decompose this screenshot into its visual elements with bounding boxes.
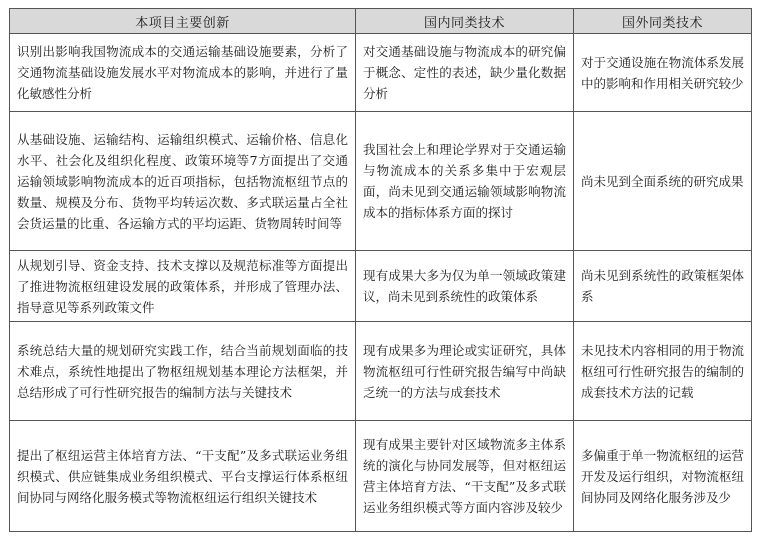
header-project-innovation: 本项目主要创新 — [10, 9, 356, 34]
cell-innovation: 识别出影响我国物流成本的交通运输基础设施要素，分析了交通物流基础设施发展水平对物流成本的影响，并进行了量化敏感性分析 — [10, 34, 356, 112]
table-row — [10, 421, 752, 532]
table-row — [10, 34, 752, 112]
table-row — [10, 322, 752, 421]
cell-innovation: 系统总结大量的规划研究实践工作，结合当前规划面临的技术难点，系统性地提出了物枢纽规划基本理论方法框架，并总结形成了可行性研究报告的编制方法与关键技术 — [10, 322, 356, 421]
header-domestic-technology: 国内同类技术 — [356, 9, 574, 34]
cell-domestic: 我国社会上和理论学界对于交通运输与物流成本的关系多集中于宏观层面，尚未见到交通运输领域影响物流成本的指标体系方面的探讨 — [356, 112, 574, 251]
innovation-comparison-table-wrapper — [9, 8, 751, 532]
cell-foreign: 对于交通设施在物流体系发展中的影响和作用相关研究较少 — [574, 34, 752, 112]
innovation-comparison-table — [9, 8, 752, 532]
header-foreign-technology: 国外同类技术 — [574, 9, 752, 34]
cell-domestic: 现有成果主要针对区域物流多主体系统的演化与协同发展等，但对枢纽运营主体培育方法、“干支配”及多式联运业务组织模式等方面内容涉及较少 — [356, 421, 574, 532]
cell-innovation: 提出了枢纽运营主体培育方法、“干支配”及多式联运业务组织模式、供应链集成业务组织模式、平台支撑运行体系枢纽间协同与网络化服务模式等物流枢纽运行组织关键技术 — [10, 421, 356, 532]
cell-foreign: 尚未见到全面系统的研究成果 — [574, 112, 752, 251]
table-header-row — [10, 9, 752, 34]
cell-foreign: 尚未见到系统性的政策框架体系 — [574, 251, 752, 322]
table-row — [10, 251, 752, 322]
cell-foreign: 未见技术内容相同的用于物流枢纽可行性研究报告的编制的成套技术方法的记载 — [574, 322, 752, 421]
table-row — [10, 112, 752, 251]
cell-innovation: 从基础设施、运输结构、运输组织模式、运输价格、信息化水平、社会化及组织化程度、政策环境等7方面提出了交通运输领域影响物流成本的近百项指标，包括物流枢纽节点的数量、规模及分布、货物平均转运次数、多式联运量占全社会货运量的比重、各运输方式的平均运距、货物周转时间等 — [10, 112, 356, 251]
cell-domestic: 现有成果大多为仅为单一领域政策建议，尚未见到系统性的政策体系 — [356, 251, 574, 322]
cell-domestic: 现有成果多为理论或实证研究，具体物流枢纽可行性研究报告编写中尚缺乏统一的方法与成套技术 — [356, 322, 574, 421]
cell-foreign: 多偏重于单一物流枢纽的运营开发及运行组织，对物流枢纽间协同及网络化服务涉及少 — [574, 421, 752, 532]
cell-domestic: 对交通基础设施与物流成本的研究偏于概念、定性的表述，缺少量化数据分析 — [356, 34, 574, 112]
cell-innovation: 从规划引导、资金支持、技术支撑以及规范标准等方面提出了推进物流枢纽建设发展的政策体系，并形成了管理办法、指导意见等系列政策文件 — [10, 251, 356, 322]
